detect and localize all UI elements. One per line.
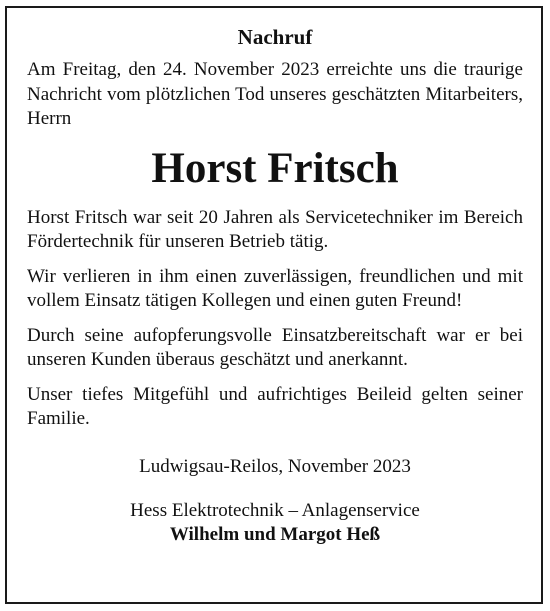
paragraph-commitment: Durch seine aufopferungsvolle Einsatzbereitschaft war er bei unseren Kunden überaus geschätzt und anerkannt. <box>27 324 523 370</box>
paragraph-condolence: Unser tiefes Mitgefühl und aufrichtiges Beileid gelten seiner Familie. <box>27 383 523 429</box>
notice-heading: Nachruf <box>237 25 313 49</box>
place-date: Ludwigsau-Reilos, November 2023 <box>139 455 411 477</box>
paragraph-service: Horst Fritsch war seit 20 Jahren als Servicetechniker im Bereich Fördertechnik für unseren Betrieb tätig. <box>27 206 523 252</box>
paragraph-colleague: Wir verlieren in ihm einen zuverlässigen, freundlichen und mit vollem Einsatz tätigen Kollegen und einen guten Freund! <box>27 265 523 311</box>
intro-paragraph: Am Freitag, den 24. November 2023 erreichte uns die traurige Nachricht vom plötzlichen Tod unseres geschätzten Mitarbeiters, Herrn <box>27 59 523 129</box>
company-name: Hess Elektrotechnik – Anlagenservice <box>130 499 420 521</box>
obituary-notice <box>27 24 523 547</box>
deceased-name: Horst Fritsch <box>151 144 399 192</box>
owners-names: Wilhelm und Margot Heß <box>169 523 381 545</box>
